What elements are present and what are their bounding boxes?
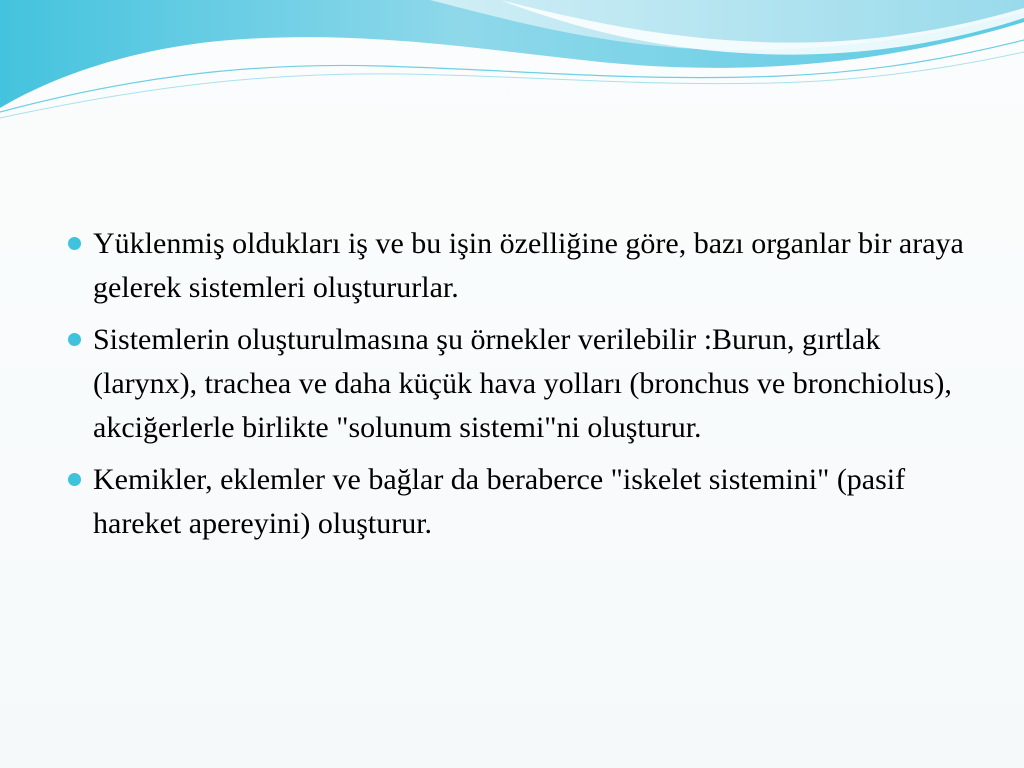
bullet-text: Yüklenmiş oldukları iş ve bu işin özelliğine göre, bazı organlar bir araya gelerek sistemleri oluştururlar. [93, 227, 964, 304]
bullet-text: Sistemlerin oluşturulmasına şu örnekler verilebilir :Burun, gırtlak (larynx), trachea ve daha küçük hava yolları (bronchus ve bronchiolus), akciğerlerle birlikte "solunum sistemi"ni oluşturur. [93, 323, 952, 444]
bullet-item [64, 318, 964, 450]
bullet-dot-icon [68, 473, 81, 486]
slide-body [64, 222, 964, 554]
bullet-text: Kemikler, eklemler ve bağlar da beraberce "iskelet sistemini" (pasif hareket apereyini) oluşturur. [93, 463, 906, 540]
bullet-item [64, 458, 964, 546]
bullet-item [64, 222, 964, 310]
bullet-dot-icon [68, 333, 81, 346]
header-wave-decoration [0, 0, 1024, 130]
bullet-dot-icon [68, 237, 81, 250]
bullet-list [64, 222, 964, 546]
